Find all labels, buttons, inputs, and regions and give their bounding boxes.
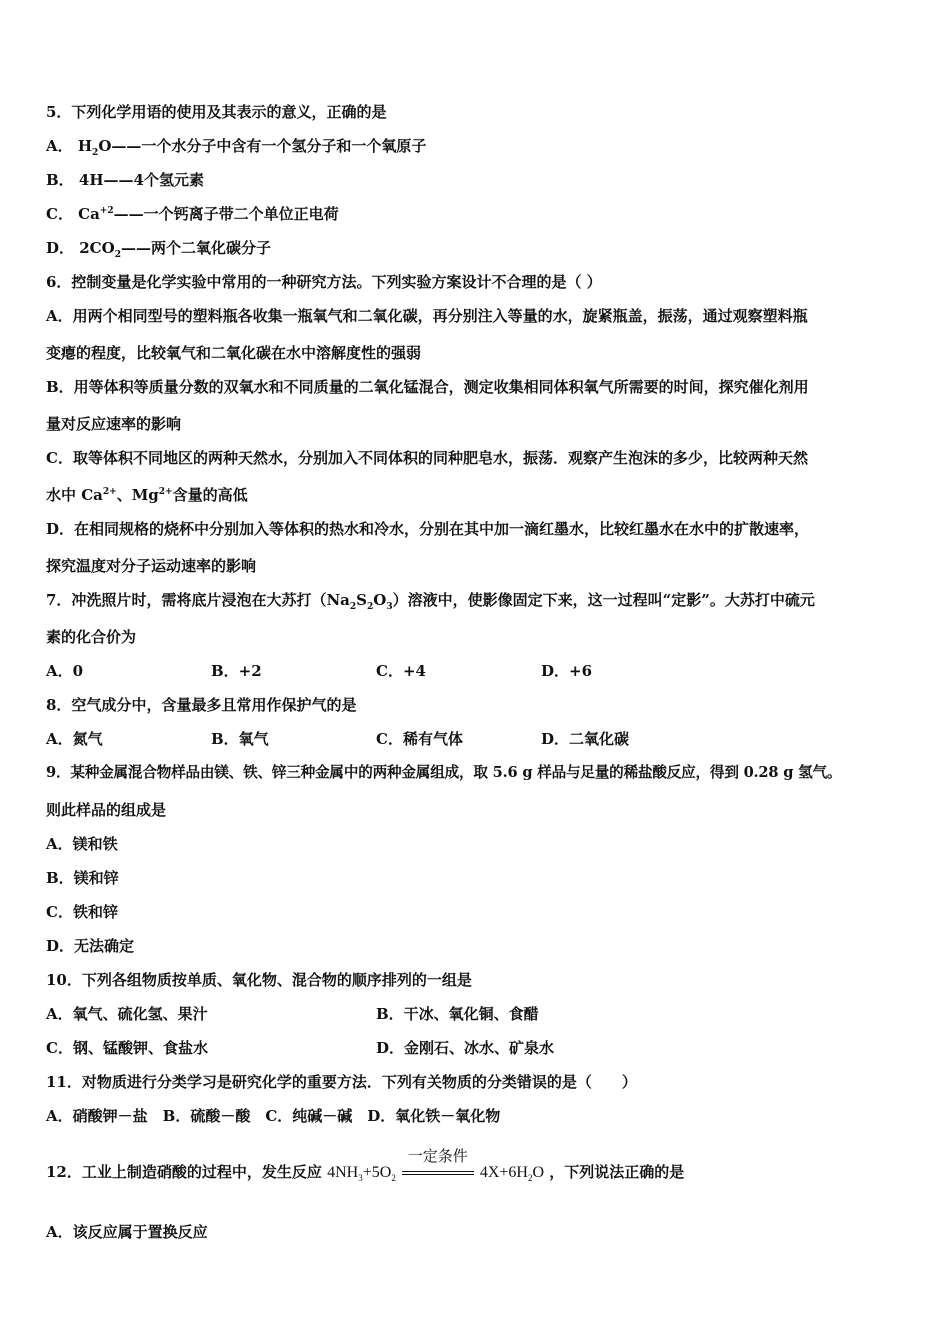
q6-stem: 6．控制变量是化学实验中常用的一种研究方法。下列实验方案设计不合理的是（ ） [46,273,602,291]
q5-stem: 5．下列化学用语的使用及其表示的意义，正确的是 [46,103,387,121]
q8-option-c: C．稀有气体 [376,730,463,748]
q5-option-b: B． 4H——4个氢元素 [46,171,204,189]
q9-option-b: B．镁和锌 [46,869,119,887]
q11-stem: 11．对物质进行分类学习是研究化学的重要方法．下列有关物质的分类错误的是（ ） [46,1073,637,1091]
q10-stem: 10．下列各组物质按单质、氧化物、混合物的顺序排列的一组是 [46,971,472,989]
q12-equation: $4NH_3+5O_2$ 一定条件 $4X+6H_2O$ [327,1149,545,1184]
q7-option-b: B．+2 [211,662,262,680]
q10-option-d: D．金刚石、冰水、矿泉水 [376,1039,555,1057]
q9-stem-line2: 则此样品的组成是 [46,801,167,819]
q5-option-d: D． $2CO_2——$两个二氧化碳分子 [46,239,271,260]
q12-stem: 12．工业上制造硝酸的过程中，发生反应 $4NH_3+5O_2$ 一定条件 $4X+6H_2O$ ，下列说法正确的是 [46,1149,685,1184]
q7-stem-line2: 素的化合价为 [46,628,137,646]
q8-option-a: A．氮气 [46,730,103,748]
q9-stem-line1: 9．某种金属混合物样品由镁、铁、锌三种金属中的两种金属组成，取 5.6 g 样品与足量的稀盐酸反应，得到 0.28 g 氢气。 [46,764,842,781]
q6-option-c-line2: 水中 $Ca^{2+}$、$Mg^{2+}$含量的高低 [46,486,248,504]
q10-option-c: C．钢、锰酸钾、食盐水 [46,1039,208,1057]
q7-option-c: C．+4 [376,662,426,680]
q6-option-b-line1: B．用等体积等质量分数的双氧水和不同质量的二氧化锰混合，测定收集相同体积氧气所需要的时间，探究催化剂用 [46,378,809,396]
q6-option-b-line2: 量对反应速率的影响 [46,415,182,433]
reaction-condition: 一定条件 [407,1149,468,1166]
q8-option-b: B．氧气 [211,730,269,748]
q12-option-a: A．该反应属于置换反应 [46,1223,208,1241]
q10-option-a: A．氧气、硫化氢、果汁 [46,1005,208,1023]
q6-option-d-line2: 探究温度对分子运动速率的影响 [46,557,257,575]
q6-option-d-line1: D．在相同规格的烧杯中分别加入等体积的热水和冷水，分别在其中加一滴红墨水，比较红墨水在水中的扩散速率， [46,520,810,538]
q6-option-a-line2: 变瘪的程度，比较氧气和二氧化碳在水中溶解度性的强弱 [46,344,422,362]
reaction-arrow [400,1149,476,1183]
q7-option-a: A．0 [46,662,84,680]
q6-option-a-line1: A．用两个相同型号的塑料瓶各收集一瓶氧气和二氧化碳，再分别注入等量的水，旋紧瓶盖，振荡，通过观察塑料瓶 [46,307,808,325]
q8-option-d: D．二氧化碳 [541,730,630,748]
q10-option-b: B．干冰、氧化铜、食醋 [376,1005,539,1023]
q8-stem: 8．空气成分中，含量最多且常用作保护气的是 [46,696,357,714]
q5-option-c: C． $Ca^{+2}——$一个钙离子带二个单位正电荷 [46,205,339,223]
q11-options: A．硝酸钾－盐 B．硫酸－酸 C．纯碱－碱 D．氧化铁－氧化物 [46,1107,501,1125]
q9-option-c: C．铁和锌 [46,903,118,921]
q9-option-d: D．无法确定 [46,937,135,955]
q7-stem-line1: 7．冲洗照片时，需将底片浸泡在大苏打$(Na_2S_2O_3)$溶液中，使影像固定下来，这一过程叫“定影”。大苏打中硫元 [46,591,815,612]
q6-option-c-line1: C．取等体积不同地区的两种天然水，分别加入不同体积的同种肥皂水，振荡．观察产生泡沫的多少，比较两种天然 [46,449,808,467]
q7-option-d: D．+6 [541,662,593,680]
q5-option-a: A． $H_2O——$一个水分子中含有一个氢分子和一个氧原子 [46,137,427,158]
q9-option-a: A．镁和铁 [46,835,118,853]
